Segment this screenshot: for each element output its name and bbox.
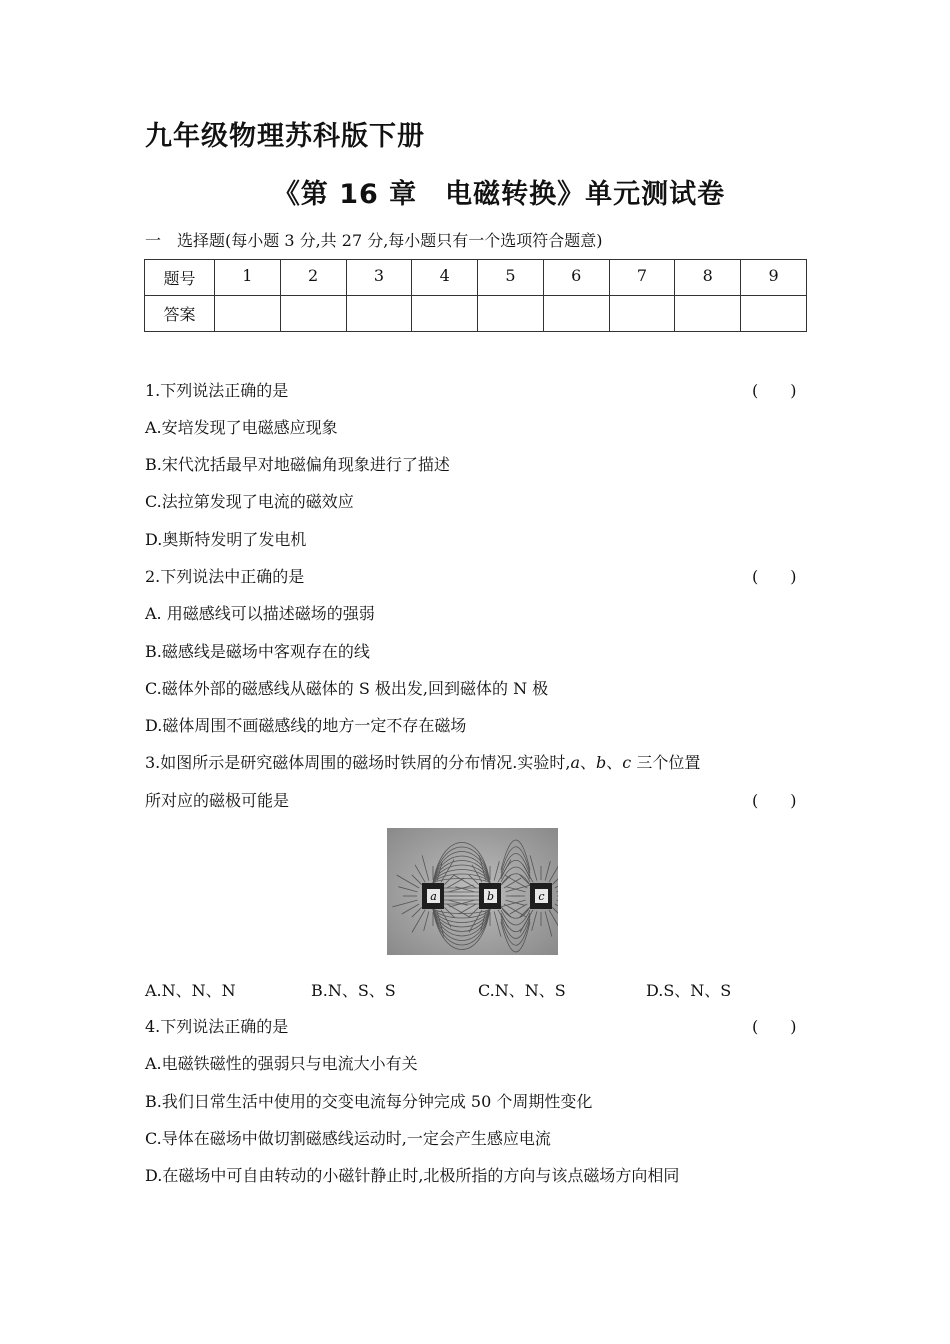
answer-cell[interactable] xyxy=(346,296,412,332)
q3-option-b: B.N、S、S xyxy=(311,981,396,1000)
iron-filings-figure xyxy=(387,828,558,955)
answer-cell[interactable] xyxy=(741,296,807,332)
q3-option-c: C.N、N、S xyxy=(478,981,566,1000)
q1-option-d: D.奥斯特发明了发电机 xyxy=(145,530,307,549)
table-cell-number: 7 xyxy=(609,260,675,296)
answer-cell[interactable] xyxy=(675,296,741,332)
q1-stem: 1.下列说法正确的是 xyxy=(145,381,289,400)
answer-cell[interactable] xyxy=(280,296,346,332)
table-cell-number: 6 xyxy=(543,260,609,296)
q2-option-d: D.磁体周围不画磁感线的地方一定不存在磁场 xyxy=(145,716,467,735)
figure-label-c: c xyxy=(538,890,545,903)
q2-option-a: A. 用磁感线可以描述磁场的强弱 xyxy=(145,604,375,623)
q1-option-a: A.安培发现了电磁感应现象 xyxy=(145,418,338,437)
section-heading: 一 选择题(每小题 3 分,共 27 分,每小题只有一个选项符合题意) xyxy=(145,231,603,250)
q3-sep: 、 xyxy=(606,753,623,772)
q3-var-a: a xyxy=(570,753,580,772)
table-cell-number: 5 xyxy=(478,260,544,296)
q3-stem-line2: 所对应的磁极可能是 xyxy=(145,791,290,810)
table-cell-number: 9 xyxy=(741,260,807,296)
answer-cell[interactable] xyxy=(478,296,544,332)
figure-label-b: b xyxy=(486,890,495,903)
q3-sep: 、 xyxy=(580,753,597,772)
figure-label-a: a xyxy=(430,890,437,903)
q2-option-c: C.磁体外部的磁感线从磁体的 S 极出发,回到磁体的 N 极 xyxy=(145,679,549,698)
q3-stem xyxy=(145,750,700,773)
table-cell-number: 8 xyxy=(675,260,741,296)
table-cell-label: 答案 xyxy=(145,296,215,332)
answer-cell[interactable] xyxy=(215,296,281,332)
q3-stem-text: 3.如图所示是研究磁体周围的磁场时铁屑的分布情况.实验时, xyxy=(145,753,571,772)
q4-option-c: C.导体在磁场中做切割磁感线运动时,一定会产生感应电流 xyxy=(145,1129,551,1148)
q1-option-b: B.宋代沈括最早对地磁偏角现象进行了描述 xyxy=(145,455,450,474)
q4-option-b: B.我们日常生活中使用的交变电流每分钟完成 50 个周期性变化 xyxy=(145,1092,593,1111)
table-cell-number: 2 xyxy=(280,260,346,296)
q3-answer-blank: ( ) xyxy=(752,791,797,810)
page-subtitle: 《第 16 章 电磁转换》单元测试卷 xyxy=(272,179,726,210)
q4-option-d: D.在磁场中可自由转动的小磁针静止时,北极所指的方向与该点磁场方向相同 xyxy=(145,1166,680,1185)
table-cell-label: 题号 xyxy=(145,260,215,296)
page-title: 九年级物理苏科版下册 xyxy=(145,121,425,152)
q4-answer-blank: ( ) xyxy=(752,1017,797,1036)
q3-var-b: b xyxy=(596,753,607,772)
q1-answer-blank: ( ) xyxy=(752,381,797,400)
table-cell-number: 1 xyxy=(215,260,281,296)
answer-cell[interactable] xyxy=(412,296,478,332)
q4-option-a: A.电磁铁磁性的强弱只与电流大小有关 xyxy=(145,1054,418,1073)
q4-stem: 4.下列说法正确的是 xyxy=(145,1017,289,1036)
answer-cell[interactable] xyxy=(543,296,609,332)
q3-option-d: D.S、N、S xyxy=(646,981,732,1000)
q3-option-a: A.N、N、N xyxy=(145,981,236,1000)
q1-option-c: C.法拉第发现了电流的磁效应 xyxy=(145,492,354,511)
q2-stem: 2.下列说法中正确的是 xyxy=(145,567,305,586)
answer-cell[interactable] xyxy=(609,296,675,332)
table-cell-number: 4 xyxy=(412,260,478,296)
q2-option-b: B.磁感线是磁场中客观存在的线 xyxy=(145,642,370,661)
q3-var-c: c xyxy=(622,753,632,772)
q2-answer-blank: ( ) xyxy=(752,567,797,586)
table-cell-number: 3 xyxy=(346,260,412,296)
table-row-answers xyxy=(145,296,807,332)
table-row-numbers xyxy=(145,260,807,296)
answer-table xyxy=(144,259,807,332)
q3-stem-text: 三个位置 xyxy=(631,753,701,772)
